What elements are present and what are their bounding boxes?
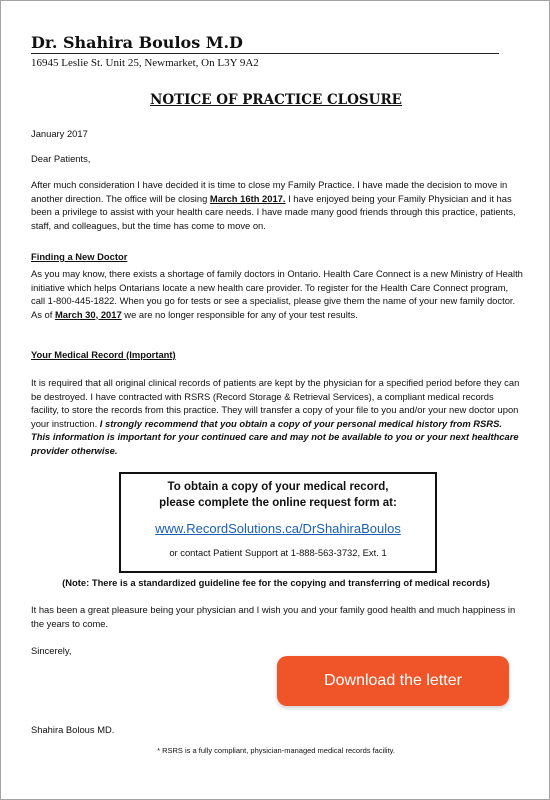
finding-doctor-heading: Finding a New Doctor (31, 251, 128, 262)
closing-date: March 16th 2017. (209, 192, 286, 204)
finding-text-b: we are no longer responsible for any of your test results. (121, 308, 358, 320)
notice-title: NOTICE OF PRACTICE CLOSURE (150, 92, 402, 108)
closing-paragraph: It has been a great pleasure being your physician and I wish you and your family good health and much happiness in the years to come. (31, 604, 516, 629)
signature-name: Shahira Bolous MD. (31, 724, 115, 735)
sign-off: Sincerely, (31, 645, 72, 656)
medical-record-emphasis: I strongly recommend that you obtain a copy of your personal medical history from RSRS. This information is important for your continued care and may not be available to you or your next healthcare provider otherwise. (31, 417, 519, 456)
responsibility-deadline: March 30, 2017 (54, 308, 122, 320)
intro-text-b: I have enjoyed being your Family Physician and it has been a privilege to assist with your health care needs. I have made many good friends through this practice, patients, staff, and colleagues, but the time has come to move on. (31, 192, 516, 231)
intro-paragraph (31, 178, 523, 232)
rsrs-footnote: * RSRS is a fully compliant, physician-managed medical records facility. (157, 746, 395, 755)
medical-record-heading: Your Medical Record (Important) (31, 349, 176, 360)
fee-note: (Note: There is a standardized guideline fee for the copying and transferring of medical records) (62, 577, 490, 588)
letter-date: January 2017 (31, 128, 88, 139)
letterhead-name: Dr. Shahira Boulos M.D (31, 34, 499, 54)
medical-record-text: It is required that all original clinical records of patients are kept by the physician for a specified period before they can be destroyed. I have contracted with RSRS (Record Storage & Retrieval Services), a compliant medical records facility, to store the records from this practice. They will transfer a copy of your file to you and/or your new doctor upon your instruction. (31, 377, 520, 429)
greeting: Dear Patients, (31, 153, 91, 164)
download-letter-button[interactable]: Download the letter (277, 656, 509, 706)
request-form-link[interactable]: www.RecordSolutions.ca/DrShahiraBoulos (155, 521, 401, 536)
letterhead-address: 16945 Leslie St. Unit 25, Newmarket, On L3Y 9A2 (31, 57, 259, 69)
request-box-line2: please complete the online request form at: (159, 497, 397, 509)
intro-text-a: After much consideration I have decided it is time to close my Family Practice. I have made the decision to move in another direction. The office will be closing (31, 179, 508, 204)
notice-title-wrap (1, 94, 550, 108)
patient-support-contact: or contact Patient Support at 1-888-563-3732, Ext. 1 (169, 547, 387, 558)
finding-doctor-paragraph (31, 267, 523, 321)
finding-text-a: As you may know, there exists a shortage of family doctors in Ontario. Health Care Connect is a new Ministry of Health initiative which helps Ontarians locate a new health care provider. To register for the Health Care Connect program, call 1-800-445-1822. When you go for tests or see a specialist, please give them the name of your new family doctor. As of (31, 268, 523, 320)
request-form-box (119, 472, 437, 573)
medical-record-paragraph (31, 376, 523, 457)
request-box-line1: To obtain a copy of your medical record, (167, 481, 389, 493)
